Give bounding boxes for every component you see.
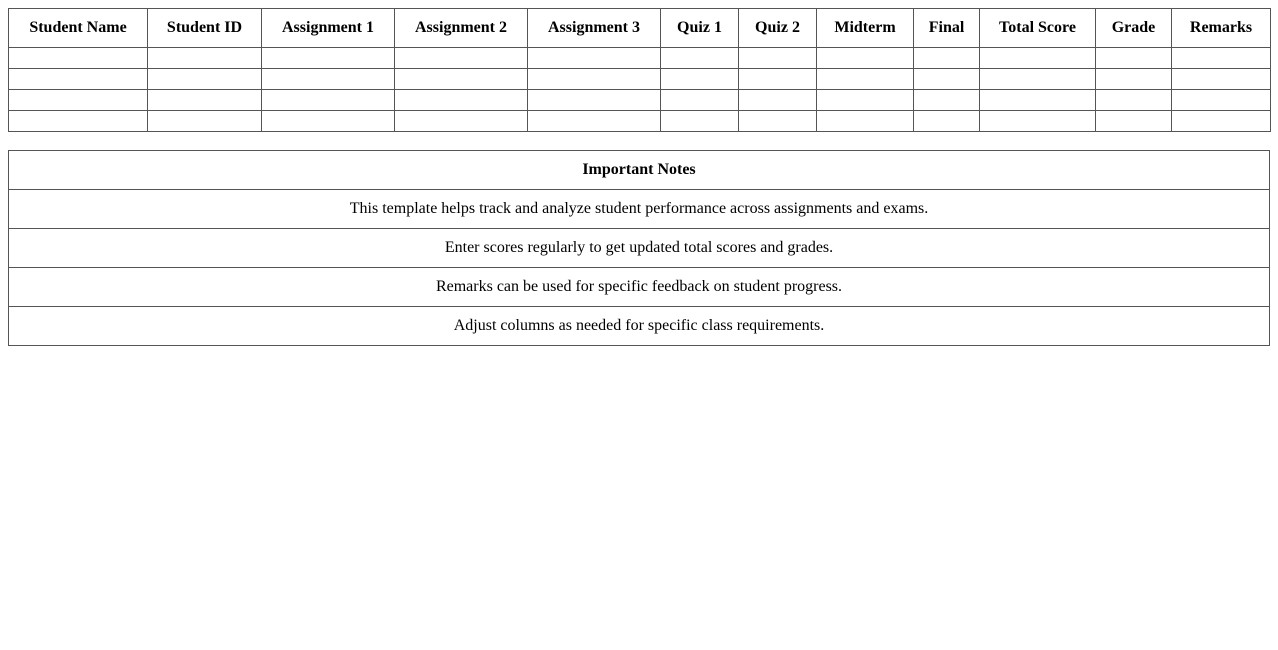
table-cell[interactable]	[148, 111, 262, 132]
col-header-remarks: Remarks	[1172, 9, 1271, 48]
table-cell[interactable]	[1096, 111, 1172, 132]
table-row	[9, 111, 1271, 132]
table-cell[interactable]	[9, 111, 148, 132]
col-header-quiz-1: Quiz 1	[661, 9, 739, 48]
table-cell[interactable]	[914, 69, 980, 90]
table-cell[interactable]	[395, 111, 528, 132]
table-cell[interactable]	[980, 69, 1096, 90]
table-row	[9, 90, 1271, 111]
table-cell[interactable]	[528, 48, 661, 69]
table-cell[interactable]	[817, 90, 914, 111]
note-row	[9, 229, 1270, 268]
col-header-midterm: Midterm	[817, 9, 914, 48]
notes-title: Important Notes	[9, 151, 1270, 190]
table-cell[interactable]	[9, 69, 148, 90]
table-cell[interactable]	[661, 48, 739, 69]
col-header-final: Final	[914, 9, 980, 48]
table-cell[interactable]	[262, 90, 395, 111]
col-header-total-score: Total Score	[980, 9, 1096, 48]
header-row	[9, 9, 1271, 48]
table-cell[interactable]	[262, 69, 395, 90]
table-cell[interactable]	[9, 48, 148, 69]
table-cell[interactable]	[739, 48, 817, 69]
grades-table	[8, 8, 1271, 132]
note-text: Adjust columns as needed for specific class requirements.	[9, 307, 1270, 346]
col-header-assignment-2: Assignment 2	[395, 9, 528, 48]
table-cell[interactable]	[914, 111, 980, 132]
table-cell[interactable]	[395, 69, 528, 90]
table-cell[interactable]	[1172, 48, 1271, 69]
table-cell[interactable]	[914, 90, 980, 111]
table-cell[interactable]	[980, 111, 1096, 132]
table-cell[interactable]	[1172, 69, 1271, 90]
table-cell[interactable]	[528, 111, 661, 132]
table-row	[9, 48, 1271, 69]
table-cell[interactable]	[739, 111, 817, 132]
table-cell[interactable]	[528, 90, 661, 111]
table-cell[interactable]	[9, 90, 148, 111]
table-cell[interactable]	[980, 48, 1096, 69]
table-cell[interactable]	[1096, 69, 1172, 90]
table-cell[interactable]	[528, 69, 661, 90]
note-row	[9, 268, 1270, 307]
table-cell[interactable]	[1096, 90, 1172, 111]
table-cell[interactable]	[1172, 111, 1271, 132]
table-cell[interactable]	[914, 48, 980, 69]
table-cell[interactable]	[262, 48, 395, 69]
table-cell[interactable]	[148, 48, 262, 69]
col-header-student-id: Student ID	[148, 9, 262, 48]
note-row	[9, 307, 1270, 346]
note-row	[9, 190, 1270, 229]
note-text: Remarks can be used for specific feedback on student progress.	[9, 268, 1270, 307]
table-cell[interactable]	[661, 90, 739, 111]
table-cell[interactable]	[148, 90, 262, 111]
table-cell[interactable]	[395, 90, 528, 111]
note-text: Enter scores regularly to get updated total scores and grades.	[9, 229, 1270, 268]
table-row	[9, 69, 1271, 90]
table-cell[interactable]	[739, 90, 817, 111]
col-header-student-name: Student Name	[9, 9, 148, 48]
note-text: This template helps track and analyze student performance across assignments and exams.	[9, 190, 1270, 229]
notes-table	[8, 150, 1270, 346]
table-cell[interactable]	[661, 69, 739, 90]
table-cell[interactable]	[817, 111, 914, 132]
table-cell[interactable]	[1096, 48, 1172, 69]
table-cell[interactable]	[817, 69, 914, 90]
table-cell[interactable]	[148, 69, 262, 90]
table-cell[interactable]	[980, 90, 1096, 111]
table-cell[interactable]	[395, 48, 528, 69]
col-header-grade: Grade	[1096, 9, 1172, 48]
table-cell[interactable]	[817, 48, 914, 69]
notes-header-row	[9, 151, 1270, 190]
table-cell[interactable]	[661, 111, 739, 132]
col-header-assignment-1: Assignment 1	[262, 9, 395, 48]
table-cell[interactable]	[739, 69, 817, 90]
col-header-assignment-3: Assignment 3	[528, 9, 661, 48]
col-header-quiz-2: Quiz 2	[739, 9, 817, 48]
table-cell[interactable]	[262, 111, 395, 132]
table-cell[interactable]	[1172, 90, 1271, 111]
